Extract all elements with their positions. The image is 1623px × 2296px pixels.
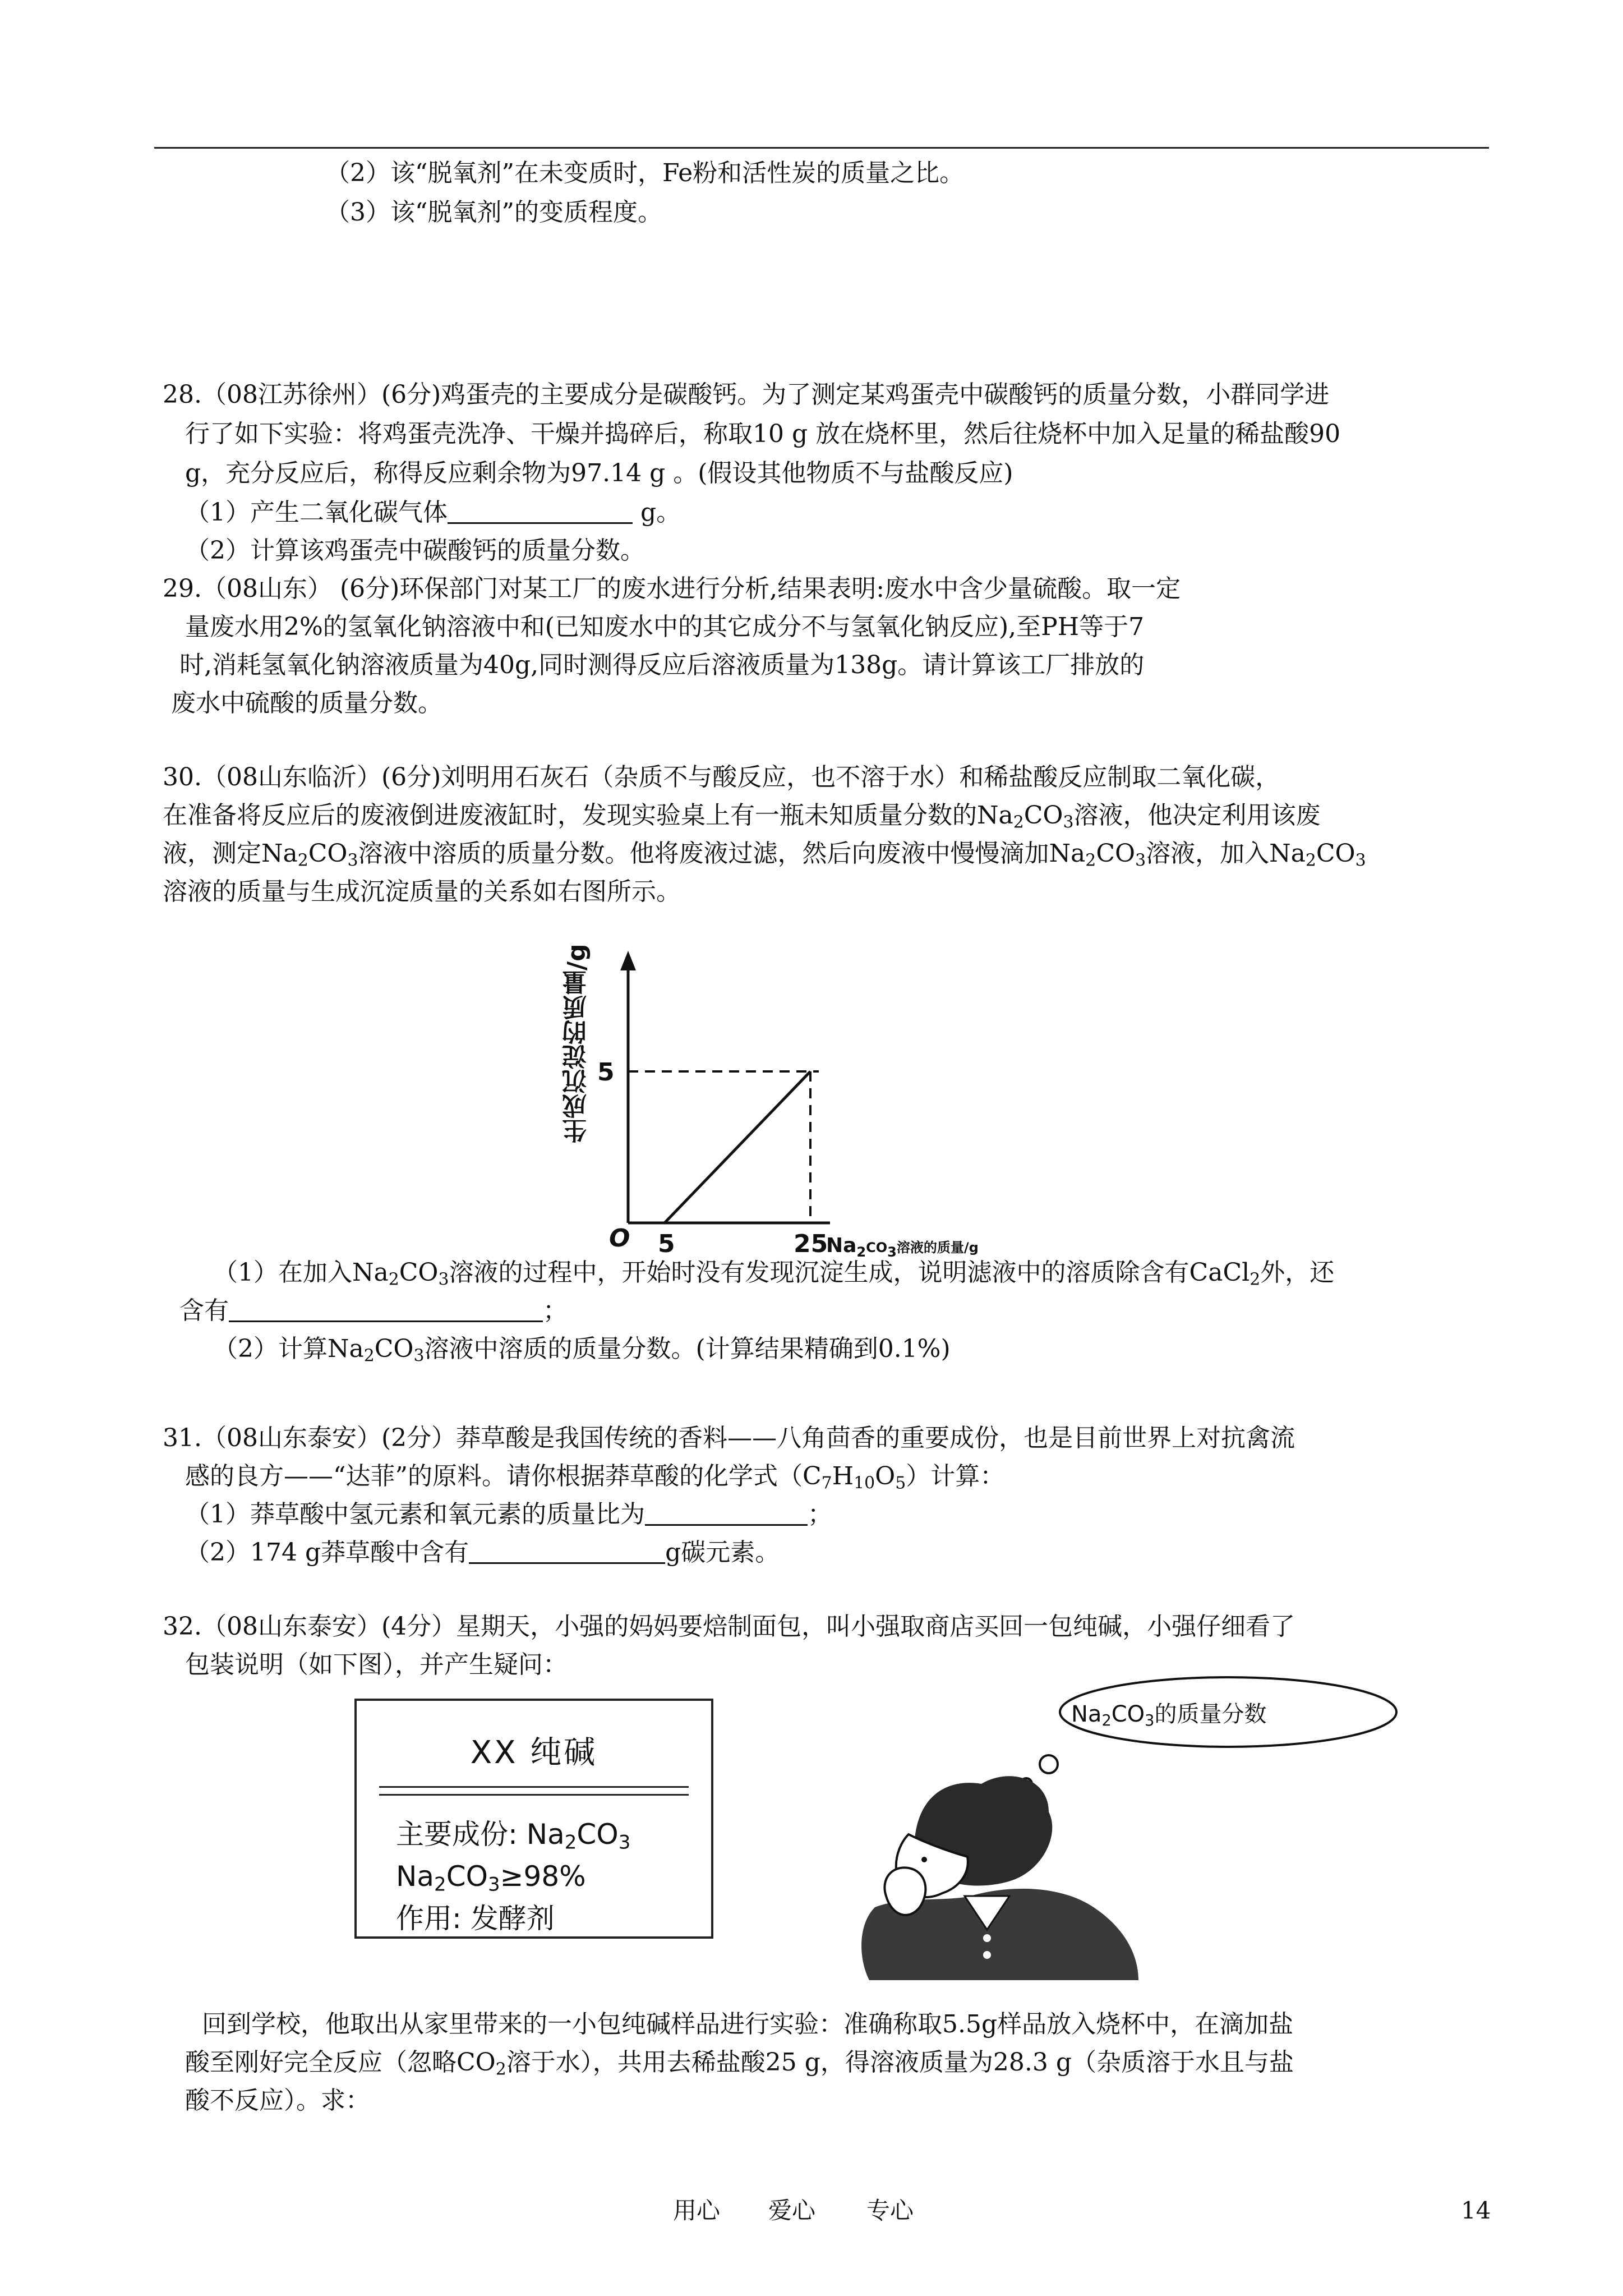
label-purity: $Na_2CO_3\ge 98\%$ xyxy=(396,1860,586,1896)
chart-y-axis-label: 生成沉淀的质量/g xyxy=(562,944,591,1143)
footer-motto-3: 专心 xyxy=(866,2197,914,2224)
answer-blank[interactable] xyxy=(469,1538,665,1564)
product-label-title: XX 纯碱 xyxy=(470,1734,598,1771)
q30-line-2: 在准备将反应后的废液倒进废液缸时，发现实验桌上有一瓶未知质量分数的$Na_2CO_3$溶液，他决定利用该废 xyxy=(163,801,1321,832)
q31-line-2: 感的良方——“达菲”的原料。请你根据莽草酸的化学式$(C_7H_{10}O_5)$计算： xyxy=(185,1462,1005,1493)
q30-subquestion-1-cont: 含有 ； xyxy=(179,1296,568,1325)
label-divider xyxy=(379,1794,689,1796)
q29-line-2: 量废水用2%的氢氧化钠溶液中和(已知废水中的其它成分不与氢氧化钠反应),至PH等于7 xyxy=(185,613,1145,641)
x-tick-label: 25 xyxy=(794,1230,828,1258)
q29-line-4: 废水中硫酸的质量分数。 xyxy=(171,689,442,717)
prev-question-part-3: （3）该“脱氧剂”的变质程度。 xyxy=(325,198,662,227)
label-divider xyxy=(379,1786,689,1788)
answer-blank[interactable] xyxy=(229,1296,543,1322)
label-ingredient: 主要成份: $Na_2CO_3$ xyxy=(396,1818,631,1854)
thought-bubble-text: $Na_2CO_3$的质量分数 xyxy=(1071,1701,1267,1729)
q30-line-4: 溶液的质量与生成沉淀质量的关系如右图所示。 xyxy=(163,877,681,906)
product-label-box xyxy=(354,1699,713,1939)
chart-svg xyxy=(533,898,1094,1279)
q32-line-2: 包装说明（如下图），并产生疑问： xyxy=(185,1650,568,1679)
q32-paragraph-3: 酸不反应）。求： xyxy=(185,2086,370,2115)
q28-line-2: 行了如下实验：将鸡蛋壳洗净、干燥并捣碎后，称取10 g 放在烧杯里，然后往烧杯中加入足量的稀盐酸90 xyxy=(185,420,1341,448)
q29-line-3: 时,消耗氢氧化钠溶液质量为40g,同时测得反应后溶液质量为138g。请计算该工厂排放的 xyxy=(179,651,1145,679)
x-tick-label: 5 xyxy=(658,1230,675,1258)
q31-subquestion-2: （2）174 g莽草酸中含有 g碳元素。 xyxy=(185,1538,780,1567)
x-axis-label: $Na_2^{CO}_3^{溶液的质量/g}$ xyxy=(826,1234,979,1260)
label-usage: 作用: 发酵剂 xyxy=(396,1902,555,1935)
y-tick-label: 5 xyxy=(597,1058,615,1087)
q28-line-3: g，充分反应后，称得反应剩余物为97.14 g 。(假设其他物质不与盐酸反应) xyxy=(185,459,1013,487)
origin-label: O xyxy=(609,1224,630,1253)
precipitate-chart xyxy=(533,898,1094,1279)
q30-line-3: 液，测定$Na_2CO_3$溶液中溶质的质量分数。他将废液过滤，然后向废液中慢慢滴加$Na_2CO_3$溶液，加入$Na_2CO_3$ xyxy=(163,839,1366,871)
series-line xyxy=(628,1071,810,1223)
q28-subquestion-1: （1）产生二氧化碳气体 g。 xyxy=(185,498,681,527)
footer-motto-1: 用心 xyxy=(673,2197,721,2224)
y-axis-arrow-icon xyxy=(620,951,636,970)
header-rule xyxy=(154,147,1489,149)
q32-paragraph-1: 回到学校，他取出从家里带来的一小包纯碱样品进行实验：准确称取5.5g样品放入烧杯中，在滴加盐 xyxy=(202,2010,1294,2039)
prev-question-part-2: （2）该“脱氧剂”在未变质时，Fe粉和活性炭的质量之比。 xyxy=(325,159,965,187)
page-number: 14 xyxy=(1461,2197,1491,2224)
q30-subquestion-2: （2）计算$Na_2CO_3$溶液中溶质的质量分数。(计算结果精确到0.1%) xyxy=(213,1335,951,1366)
q28-subquestion-2: （2）计算该鸡蛋壳中碳酸钙的质量分数。 xyxy=(185,536,645,565)
q31-line-1: 31.（08山东泰安）(2分）莽草酸是我国传统的香料——八角茴香的重要成份，也是目前世界上对抗禽流 xyxy=(163,1424,1295,1452)
hand-icon xyxy=(884,1867,925,1915)
q30-subquestion-1: （1）在加入$Na_2CO_3$溶液的过程中，开始时没有发现沉淀生成，说明滤液中的溶质除含有CaCl$_2$外，还 xyxy=(213,1258,1335,1290)
q29-line-1: 29.（08山东） (6分)环保部门对某工厂的废水进行分析,结果表明:废水中含少量硫酸。取一定 xyxy=(163,574,1181,603)
footer-motto-2: 爱心 xyxy=(768,2197,816,2224)
answer-blank[interactable] xyxy=(645,1499,808,1526)
q31-subquestion-1: （1）莽草酸中氢元素和氧元素的质量比为 ； xyxy=(185,1500,832,1529)
answer-blank[interactable] xyxy=(448,498,633,524)
q32-paragraph-2: 酸至刚好完全反应（忽略$CO_2$溶于水），共用去稀盐酸25 g，得溶液质量为28.3 g（杂质溶于水且与盐 xyxy=(185,2048,1294,2079)
q30-line-1: 30.（08山东临沂）(6分)刘明用石灰石（杂质不与酸反应，也不溶于水）和稀盐酸反应制取二氧化碳， xyxy=(163,763,1280,792)
q28-line-1: 28.（08江苏徐州）(6分)鸡蛋壳的主要成分是碳酸钙。为了测定某鸡蛋壳中碳酸钙的质量分数，小群同学进 xyxy=(163,380,1330,409)
q32-line-1: 32.（08山东泰安）(4分）星期天，小强的妈妈要焙制面包，叫小强取商店买回一包纯碱，小强仔细看了 xyxy=(163,1612,1295,1641)
